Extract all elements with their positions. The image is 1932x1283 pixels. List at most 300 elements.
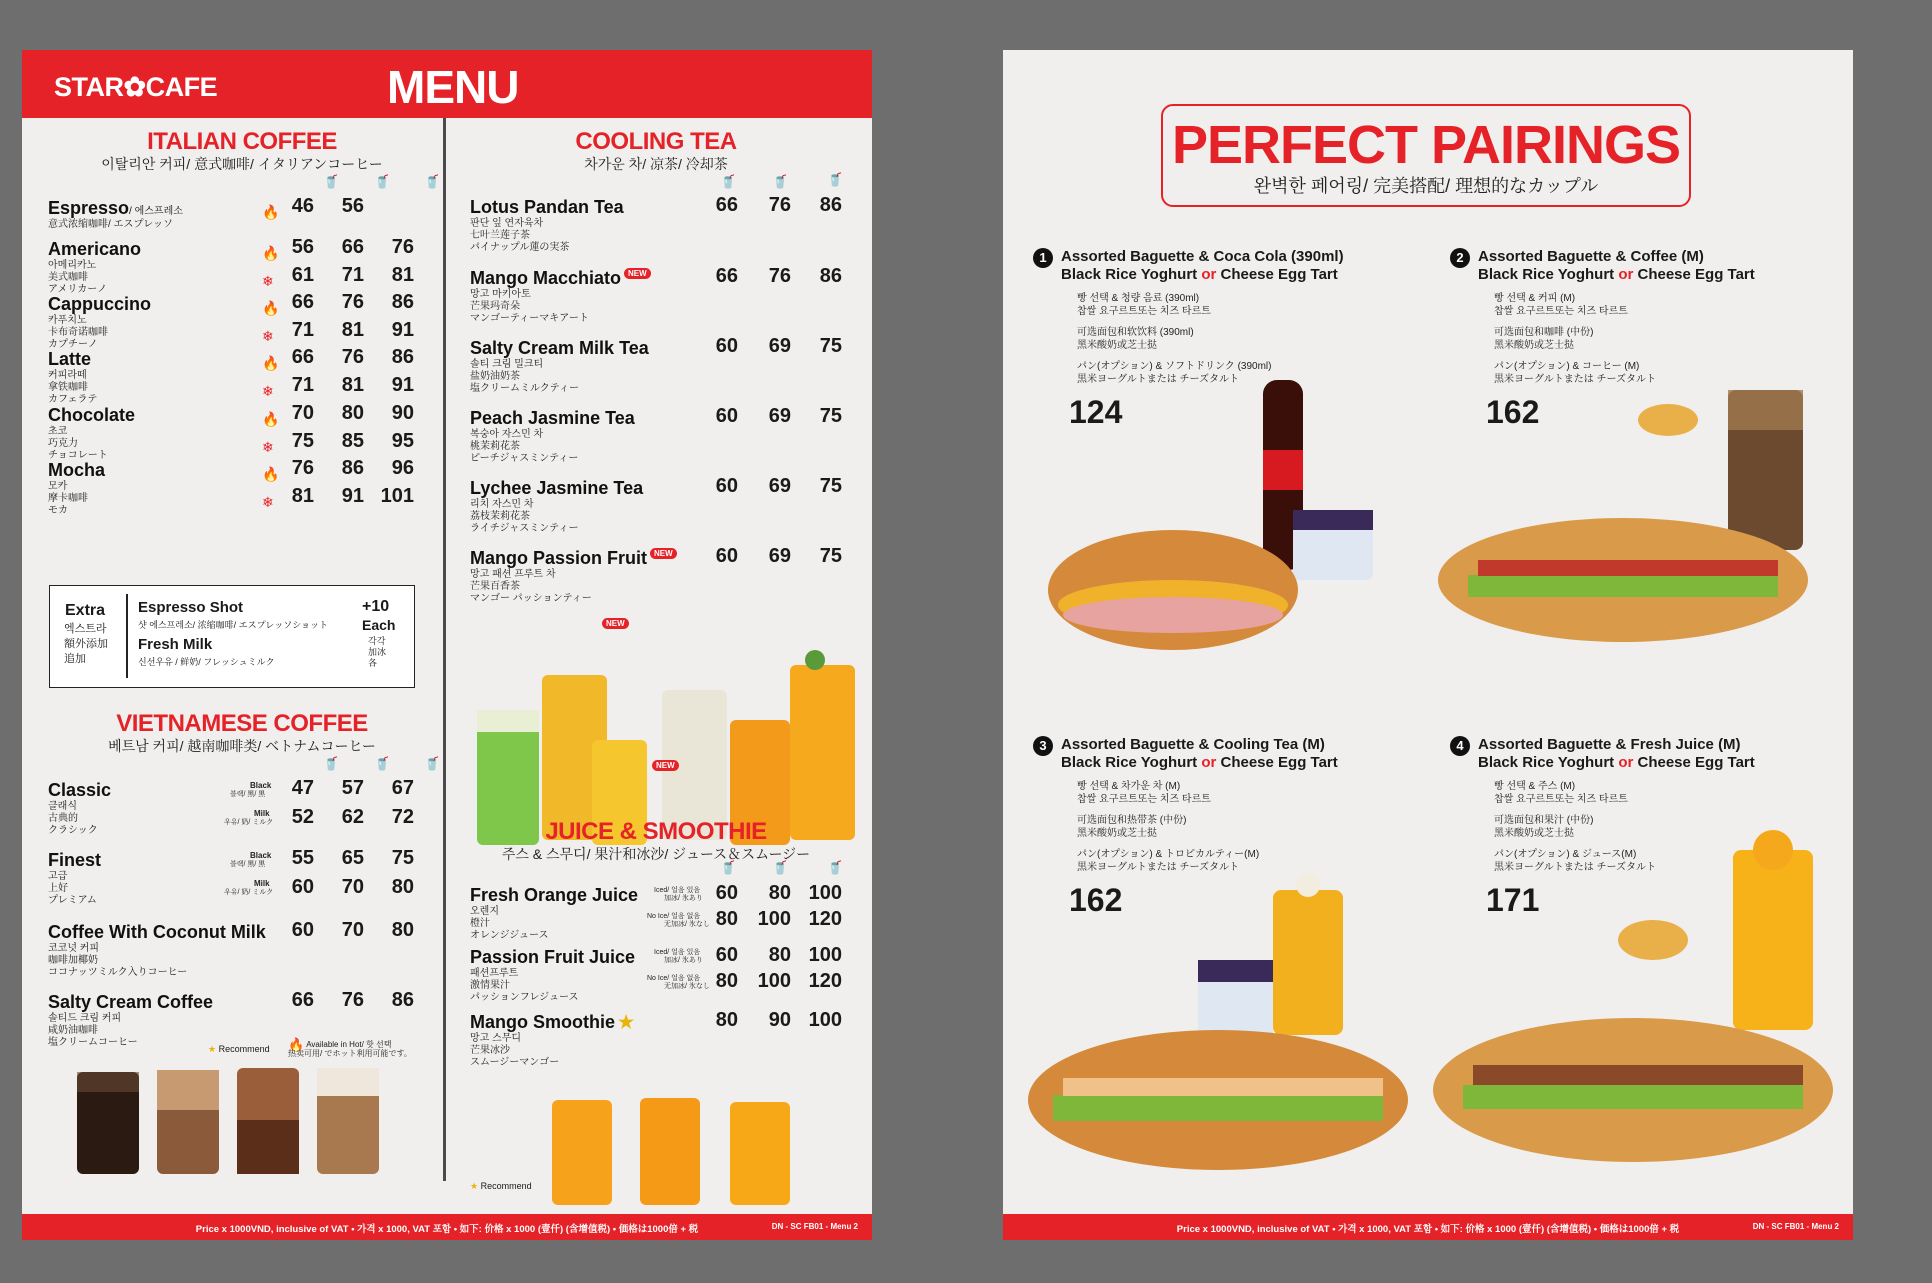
section-title: COOLING TEA bbox=[575, 128, 737, 155]
variant-label: Iced/ 얼음 있음 bbox=[654, 949, 701, 956]
item-subname: プレミアム bbox=[48, 895, 97, 906]
cup-medium-icon: 🥤 bbox=[772, 860, 789, 875]
price: 56 bbox=[291, 236, 314, 258]
item-subname: ライチジャスミンティー bbox=[470, 523, 579, 534]
variant-sublabel: 블랙/ 黑/ 黒 bbox=[230, 861, 266, 868]
item-subname: クラシック bbox=[48, 825, 98, 836]
extra-each-sub bbox=[368, 636, 386, 669]
combo-2-image bbox=[1438, 380, 1838, 680]
combo-price: 162 bbox=[1069, 882, 1123, 918]
combo-line2-c: Cheese Egg Tart bbox=[1216, 754, 1338, 771]
combo-price: 124 bbox=[1069, 394, 1123, 430]
combo-line2 bbox=[1061, 754, 1363, 772]
price: 75 bbox=[819, 335, 842, 357]
item-name: Classic bbox=[48, 780, 112, 800]
cup-large-icon: 🥤 bbox=[424, 756, 441, 771]
combo-desc-line: 빵 선택 & 주스 (M) bbox=[1494, 781, 1576, 792]
combo-desc-line: 찹쌀 요구르트또는 치즈 타르트 bbox=[1494, 794, 1628, 805]
price: 80 bbox=[341, 402, 364, 424]
tea-item bbox=[470, 478, 710, 535]
combo-line1: Assorted Baguette & Coca Cola (390ml) bbox=[1061, 248, 1344, 265]
variant-sublabel: 加冰/ 氷あり bbox=[664, 957, 703, 964]
price: 70 bbox=[341, 876, 364, 898]
item-name bbox=[48, 198, 428, 219]
price: 76 bbox=[341, 346, 364, 368]
combo-desc-line: 黑米酸奶或芝士挞 bbox=[1494, 340, 1574, 351]
price: 80 bbox=[391, 876, 414, 898]
price: 86 bbox=[391, 989, 414, 1011]
juice-drinks-image bbox=[542, 1080, 822, 1210]
section-cooling-tea bbox=[466, 128, 846, 174]
item-subname: スムージーマンゴー bbox=[470, 1057, 560, 1068]
legend-recommend bbox=[208, 1044, 270, 1055]
item-name bbox=[48, 405, 428, 426]
cooling-tea-image bbox=[472, 620, 862, 850]
item-subname: オレンジジュース bbox=[470, 930, 549, 941]
extra-sub-ko: 엑스트라 bbox=[64, 623, 107, 635]
price: 120 bbox=[808, 970, 842, 992]
item-name-text: Peach Jasmine Tea bbox=[470, 408, 635, 428]
price: 100 bbox=[757, 970, 791, 992]
combo-desc-line: 黑米酸奶或芝士挞 bbox=[1494, 828, 1574, 839]
item-subname: パイナップル蓮の実茶 bbox=[470, 242, 570, 253]
hot-icon: 🔥 bbox=[262, 466, 280, 482]
item-subname: 패션프루트 bbox=[470, 968, 519, 979]
item-subname: 아메리카노 bbox=[48, 260, 97, 271]
brand-logo: STAR✿CAFE bbox=[54, 72, 218, 102]
menu-item-coffee-with-coconut-milk bbox=[48, 922, 428, 979]
price: 60 bbox=[291, 919, 314, 941]
item-subname: 荔枝茉莉花茶 bbox=[470, 511, 530, 522]
extra-price: +10 bbox=[362, 598, 390, 615]
price: 81 bbox=[341, 374, 364, 396]
iced-icon: ❄ bbox=[262, 383, 274, 399]
menu-item-latte bbox=[48, 349, 428, 406]
item-subname: 上好 bbox=[48, 883, 68, 894]
item-subname: 솔티드 크림 커피 bbox=[48, 1013, 122, 1024]
item-subname: 망고 패션 프루트 차 bbox=[470, 569, 556, 580]
item-subname: 오렌지 bbox=[470, 906, 499, 917]
price: 80 bbox=[768, 944, 791, 966]
price: 100 bbox=[808, 944, 842, 966]
tea-item bbox=[470, 197, 710, 254]
item-subname: カフェラテ bbox=[48, 394, 98, 405]
price: 86 bbox=[819, 265, 842, 287]
variant-label: Milk bbox=[254, 879, 270, 888]
section-title: JUICE & SMOOTHIE bbox=[545, 818, 767, 845]
price: 70 bbox=[291, 402, 314, 424]
item-name-text: Mango Passion Fruit bbox=[470, 548, 648, 568]
item-name: Coffee With Coconut Milk bbox=[48, 922, 266, 942]
item-subname: 意式浓缩咖啡/ エスプレッソ bbox=[48, 219, 174, 230]
price: 60 bbox=[715, 545, 738, 567]
pairings-subtitle: 완벽한 페어링/ 完美搭配/ 理想的なカップル bbox=[1253, 176, 1599, 196]
price: 69 bbox=[768, 405, 791, 427]
section-subtitle: 베트남 커피/ 越南咖啡类/ ベトナムコーヒー bbox=[108, 738, 376, 754]
price: 69 bbox=[768, 545, 791, 567]
footer-code: DN - SC FB01 - Menu 2 bbox=[1752, 1222, 1839, 1231]
hot-icon: 🔥 bbox=[262, 411, 280, 427]
item-name-kr: / 에스프레소 bbox=[129, 206, 183, 217]
item-subname: ココナッツミルク入りコーヒー bbox=[48, 967, 188, 978]
combo-desc-line: 黑米酸奶或芝士挞 bbox=[1077, 828, 1157, 839]
price: 52 bbox=[291, 806, 314, 828]
combo-number-badge: 1 bbox=[1033, 248, 1053, 268]
combo-desc-line: 찹쌀 요구르트또는 치즈 타르트 bbox=[1077, 306, 1211, 317]
price: 120 bbox=[808, 908, 842, 930]
item-subname: 커피라떼 bbox=[48, 370, 87, 381]
combo-desc-line: 黒米ヨーグルトまたは チーズタルト bbox=[1077, 374, 1239, 385]
price: 66 bbox=[715, 194, 738, 216]
combo-desc-line: 可选面包和热带茶 (中份) bbox=[1077, 815, 1187, 826]
item-subname: 리치 자스민 차 bbox=[470, 499, 534, 510]
new-badge bbox=[652, 760, 679, 778]
price: 90 bbox=[768, 1009, 791, 1031]
price: 85 bbox=[341, 430, 364, 452]
price: 100 bbox=[808, 882, 842, 904]
legend-recommend-text: Recommend bbox=[218, 1044, 270, 1054]
price: 101 bbox=[380, 485, 414, 507]
price: 100 bbox=[757, 908, 791, 930]
variant-label: Milk bbox=[254, 809, 270, 818]
price: 66 bbox=[291, 291, 314, 313]
price: 96 bbox=[391, 457, 414, 479]
cup-small-icon: 🥤 bbox=[720, 860, 737, 875]
item-name bbox=[470, 548, 710, 569]
price: 60 bbox=[291, 876, 314, 898]
menu-page-drinks bbox=[22, 50, 872, 1240]
combo-line1: Assorted Baguette & Coffee (M) bbox=[1478, 248, 1704, 265]
price: 75 bbox=[391, 847, 414, 869]
section-vietnamese-coffee bbox=[52, 710, 432, 756]
price: 66 bbox=[291, 989, 314, 1011]
cup-large-icon: 🥤 bbox=[827, 172, 844, 187]
price: 80 bbox=[715, 970, 738, 992]
combo-desc-line: 찹쌀 요구르트또는 치즈 타르트 bbox=[1494, 306, 1628, 317]
combo-line1: Assorted Baguette & Cooling Tea (M) bbox=[1061, 736, 1325, 753]
combo-line2-or: or bbox=[1618, 754, 1634, 771]
combo-line2-a: Black Rice Yoghurt bbox=[1061, 266, 1202, 283]
item-name-text: Lotus Pandan Tea bbox=[470, 197, 624, 217]
combo-desc-line: 찹쌀 요구르트또는 치즈 타르트 bbox=[1077, 794, 1211, 805]
menu-title: MENU bbox=[387, 61, 519, 113]
item-subname: 芒果百香茶 bbox=[470, 581, 520, 592]
coffee-drinks-image bbox=[72, 1060, 412, 1180]
iced-icon: ❄ bbox=[262, 328, 274, 344]
section-juice-smoothie bbox=[466, 818, 846, 864]
combo-desc-line: 黑米酸奶或芝士挞 bbox=[1077, 340, 1157, 351]
item-subname: 카푸치노 bbox=[48, 315, 87, 326]
combo-desc-line: 可选面包和软饮料 (390ml) bbox=[1077, 327, 1194, 338]
star-icon: ★ bbox=[470, 1181, 479, 1191]
cup-medium-icon: 🥤 bbox=[772, 174, 789, 189]
item-name-text: Mocha bbox=[48, 460, 106, 480]
legend-hot-text2: 热卖可用/ でホット利用可能です。 bbox=[288, 1049, 412, 1058]
price: 91 bbox=[391, 319, 414, 341]
new-badge-text: NEW bbox=[602, 618, 629, 629]
item-subname: 拿铁咖啡 bbox=[48, 382, 88, 393]
section-subtitle: 주스 & 스무디/ 果汁和冰沙/ ジュース＆スムージー bbox=[501, 846, 811, 862]
price: 62 bbox=[341, 806, 364, 828]
iced-icon: ❄ bbox=[262, 439, 274, 455]
menu-item-americano bbox=[48, 239, 428, 296]
combo-line2-or: or bbox=[1201, 754, 1217, 771]
combo-desc-line: パン(オプション) & コーヒー (M) bbox=[1494, 361, 1640, 372]
menu-item-cappuccino bbox=[48, 294, 428, 351]
extra-item-espresso-sub: 샷 에스프레소/ 浓缩咖啡/ エスプレッソショット bbox=[138, 620, 329, 630]
price: 57 bbox=[341, 777, 364, 799]
price: 81 bbox=[391, 264, 414, 286]
price: 80 bbox=[391, 919, 414, 941]
extra-item-milk-sub: 신선우유 / 鲜奶/ フレッシュミルク bbox=[138, 657, 275, 667]
section-subtitle: 이탈리안 커피/ 意式咖啡/ イタリアンコーヒー bbox=[101, 156, 383, 172]
combo-number-badge: 4 bbox=[1450, 736, 1470, 756]
item-name-text: Espresso bbox=[48, 198, 130, 218]
item-subname: 盐奶油奶茶 bbox=[470, 371, 520, 382]
variant-label: Black bbox=[250, 781, 272, 790]
price: 66 bbox=[715, 265, 738, 287]
item-subname: パッションフレジュース bbox=[470, 992, 579, 1003]
price: 60 bbox=[715, 335, 738, 357]
footer-text: Price x 1000VND, inclusive of VAT • 가격 x 1000, VAT 포함 • 如下: 价格 x 1000 (壹仟) (含增值税) • 価格は1000倍 + 税 bbox=[195, 1224, 699, 1235]
item-name-text: Fresh Orange Juice bbox=[470, 885, 639, 905]
price: 61 bbox=[291, 264, 314, 286]
item-name-text: Mango Macchiato bbox=[470, 268, 622, 288]
variant-label: Iced/ 얼음 있음 bbox=[654, 887, 701, 894]
item-subname: 激情果汁 bbox=[470, 980, 510, 991]
section-subtitle: 차가운 차/ 凉茶/ 冷却茶 bbox=[584, 156, 728, 172]
variant-sublabel: 블랙/ 黑/ 黒 bbox=[230, 791, 266, 798]
extra-item-espresso-shot: Espresso Shot bbox=[138, 599, 244, 616]
combo-line2-c: Cheese Egg Tart bbox=[1633, 266, 1755, 283]
legend-recommend bbox=[470, 1181, 532, 1192]
item-name bbox=[48, 239, 428, 260]
combo-line2-a: Black Rice Yoghurt bbox=[1061, 754, 1202, 771]
column-divider bbox=[443, 118, 446, 1181]
price: 80 bbox=[715, 908, 738, 930]
price: 60 bbox=[715, 882, 738, 904]
combo-line2 bbox=[1478, 754, 1780, 772]
combo-desc-line: 빵 선택 & 차가운 차 (M) bbox=[1077, 781, 1181, 792]
cup-small-icon: 🥤 bbox=[720, 174, 737, 189]
price: 75 bbox=[819, 405, 842, 427]
variant-sublabel: 우유/ 奶/ ミルク bbox=[224, 819, 274, 826]
combo-desc-line: 可选面包和果汁 (中份) bbox=[1494, 815, 1594, 826]
iced-icon: ❄ bbox=[262, 494, 274, 510]
cup-medium-icon: 🥤 bbox=[374, 174, 391, 189]
section-title: VIETNAMESE COFFEE bbox=[116, 710, 368, 737]
section-italian-coffee bbox=[52, 128, 432, 174]
price: 76 bbox=[341, 989, 364, 1011]
price: 75 bbox=[819, 475, 842, 497]
item-subname: 塩クリームミルクティー bbox=[470, 383, 579, 394]
combo-line2-or: or bbox=[1618, 266, 1634, 283]
item-subname: 卡布奇诺咖啡 bbox=[48, 327, 108, 338]
variant-sublabel: 우유/ 奶/ ミルク bbox=[224, 889, 274, 896]
menu-item-mocha bbox=[48, 460, 428, 517]
item-subname: マンゴーティーマキアート bbox=[470, 313, 589, 324]
footer-code: DN - SC FB01 - Menu 2 bbox=[771, 1222, 858, 1231]
price: 55 bbox=[291, 847, 314, 869]
item-name bbox=[470, 338, 710, 359]
flame-icon: 🔥 bbox=[288, 1037, 305, 1052]
extra-item-fresh-milk: Fresh Milk bbox=[138, 636, 213, 653]
tea-item bbox=[470, 268, 710, 325]
price: 75 bbox=[291, 430, 314, 452]
price: 76 bbox=[768, 194, 791, 216]
item-name-text: Americano bbox=[48, 239, 142, 259]
item-name bbox=[470, 268, 710, 289]
item-subname: 판단 잎 연자육차 bbox=[470, 218, 544, 229]
price: 75 bbox=[819, 545, 842, 567]
legend-hot bbox=[288, 1037, 412, 1058]
cup-small-icon: 🥤 bbox=[323, 756, 340, 771]
price: 60 bbox=[715, 405, 738, 427]
cup-medium-icon: 🥤 bbox=[374, 756, 391, 771]
combo-line2-or: or bbox=[1201, 266, 1217, 283]
menu-header bbox=[22, 50, 872, 118]
extra-each-ja: 各 bbox=[368, 658, 378, 668]
new-badge: NEW bbox=[624, 268, 651, 279]
item-name-text: Mango Smoothie bbox=[470, 1012, 615, 1032]
menu-item-espresso bbox=[48, 198, 428, 231]
price: 60 bbox=[715, 475, 738, 497]
combo-line2 bbox=[1478, 266, 1780, 284]
price: 81 bbox=[341, 319, 364, 341]
item-name: Salty Cream Coffee bbox=[48, 992, 214, 1012]
price: 76 bbox=[768, 265, 791, 287]
item-name-text: Cappuccino bbox=[48, 294, 152, 314]
item-name bbox=[470, 1012, 710, 1033]
combo-4-image bbox=[1433, 790, 1843, 1170]
pairings-title: PERFECT PAIRINGS bbox=[1171, 115, 1681, 175]
combo-line2 bbox=[1061, 266, 1363, 284]
combo-line1: Assorted Baguette & Fresh Juice (M) bbox=[1478, 736, 1741, 753]
item-name-text: Salty Cream Milk Tea bbox=[470, 338, 649, 358]
price: 86 bbox=[391, 346, 414, 368]
combo-desc-line: 黒米ヨーグルトまたは チーズタルト bbox=[1077, 862, 1239, 873]
extra-addons-box bbox=[49, 585, 415, 688]
item-subname: 망고 마키아토 bbox=[470, 289, 531, 300]
item-name bbox=[48, 349, 428, 370]
footer-text: Price x 1000VND, inclusive of VAT • 가격 x 1000, VAT 포함 • 如下: 价格 x 1000 (壹仟) (含增值税) • 価格は1000倍 + 税 bbox=[1176, 1224, 1680, 1235]
item-subname: 摩卡咖啡 bbox=[48, 493, 88, 504]
variant-sublabel: 无加冰/ 氷なし bbox=[664, 983, 710, 990]
price: 65 bbox=[341, 847, 364, 869]
juice-item bbox=[470, 1012, 710, 1069]
item-subname: 초코 bbox=[48, 426, 68, 437]
new-badge-text: NEW bbox=[652, 760, 679, 771]
item-subname: 巧克力 bbox=[48, 438, 78, 449]
combo-3-image bbox=[1023, 840, 1423, 1180]
price: 69 bbox=[768, 335, 791, 357]
item-subname: 塩クリームコーヒー bbox=[48, 1037, 138, 1048]
price: 70 bbox=[341, 919, 364, 941]
combo-desc-line: 黒米ヨーグルトまたは チーズタルト bbox=[1494, 374, 1656, 385]
price: 47 bbox=[291, 777, 314, 799]
star-icon: ★ bbox=[208, 1044, 217, 1054]
item-subname: 코코넛 커피 bbox=[48, 943, 100, 954]
footer-bar bbox=[22, 1214, 872, 1240]
iced-icon: ❄ bbox=[262, 273, 274, 289]
combo-desc-line: 빵 선택 & 청량 음료 (390ml) bbox=[1077, 293, 1200, 304]
item-name bbox=[470, 478, 710, 499]
combo-desc-line: 可选面包和咖啡 (中份) bbox=[1494, 327, 1594, 338]
price: 76 bbox=[291, 457, 314, 479]
legend-recommend-text: Recommend bbox=[480, 1181, 532, 1191]
combo-desc-line: パン(オプション) & ジュース(M) bbox=[1494, 849, 1637, 860]
variant-sublabel: 加冰/ 氷あり bbox=[664, 895, 703, 902]
hot-icon: 🔥 bbox=[262, 245, 280, 261]
item-subname: チョコレート bbox=[48, 450, 108, 461]
cup-large-icon: 🥤 bbox=[424, 174, 441, 189]
combo-desc-line: パン(オプション) & ソフトドリンク (390ml) bbox=[1077, 361, 1272, 372]
price: 91 bbox=[391, 374, 414, 396]
price: 71 bbox=[291, 374, 314, 396]
combo-line2-c: Cheese Egg Tart bbox=[1633, 754, 1755, 771]
star-icon: ★ bbox=[618, 1012, 635, 1032]
footer-bar bbox=[1003, 1214, 1853, 1240]
new-badge bbox=[602, 618, 629, 636]
price: 100 bbox=[808, 1009, 842, 1031]
combo-line2-a: Black Rice Yoghurt bbox=[1478, 754, 1619, 771]
item-subname: ピーチジャスミンティー bbox=[470, 453, 579, 464]
item-name: Finest bbox=[48, 850, 102, 870]
combo-price: 162 bbox=[1486, 394, 1540, 430]
tea-item bbox=[470, 338, 710, 395]
extra-each-zh: 加冰 bbox=[368, 647, 387, 657]
extra-each-ko: 각각 bbox=[368, 636, 386, 646]
tea-item bbox=[470, 408, 710, 465]
extra-sub bbox=[64, 622, 108, 667]
item-name bbox=[470, 408, 710, 429]
cup-large-icon: 🥤 bbox=[827, 860, 844, 875]
item-subname: 桃茉莉花茶 bbox=[470, 441, 520, 452]
item-subname: 咸奶油咖啡 bbox=[48, 1025, 98, 1036]
extra-sub-zh: 額外添加 bbox=[64, 638, 108, 650]
item-subname: 七叶兰莲子茶 bbox=[470, 230, 530, 241]
hot-icon: 🔥 bbox=[262, 300, 280, 316]
item-subname: 솔티 크림 밀크티 bbox=[470, 359, 544, 370]
combo-desc-line: 빵 선택 & 커피 (M) bbox=[1494, 293, 1576, 304]
price: 95 bbox=[391, 430, 414, 452]
combo-number-badge: 3 bbox=[1033, 736, 1053, 756]
price: 69 bbox=[768, 475, 791, 497]
hot-icon: 🔥 bbox=[262, 355, 280, 371]
price: 91 bbox=[341, 485, 364, 507]
cup-small-icon: 🥤 bbox=[323, 174, 340, 189]
price: 86 bbox=[391, 291, 414, 313]
item-name bbox=[48, 460, 428, 481]
item-subname: カプチーノ bbox=[48, 339, 98, 350]
item-subname: 咖啡加椰奶 bbox=[48, 955, 98, 966]
pairings-title-box bbox=[1161, 104, 1691, 207]
extra-label: Extra bbox=[65, 602, 106, 619]
combo-line2-c: Cheese Egg Tart bbox=[1216, 266, 1338, 283]
combo-1-image bbox=[1043, 360, 1433, 690]
item-name bbox=[48, 294, 428, 315]
extra-each: Each bbox=[362, 617, 396, 633]
extra-sub-ja: 追加 bbox=[64, 653, 86, 665]
item-subname: 芒果玛奇朵 bbox=[470, 301, 520, 312]
variant-label: No Ice/ 얼음 없음 bbox=[647, 913, 701, 920]
combo-description bbox=[1494, 292, 1780, 386]
combo-desc-line: 黒米ヨーグルトまたは チーズタルト bbox=[1494, 862, 1656, 873]
item-name-text: Latte bbox=[48, 349, 92, 369]
item-subname: マンゴー パッションティー bbox=[470, 593, 592, 604]
combo-desc-line: パン(オプション) & トロピカルティー(M) bbox=[1077, 849, 1260, 860]
price: 71 bbox=[291, 319, 314, 341]
